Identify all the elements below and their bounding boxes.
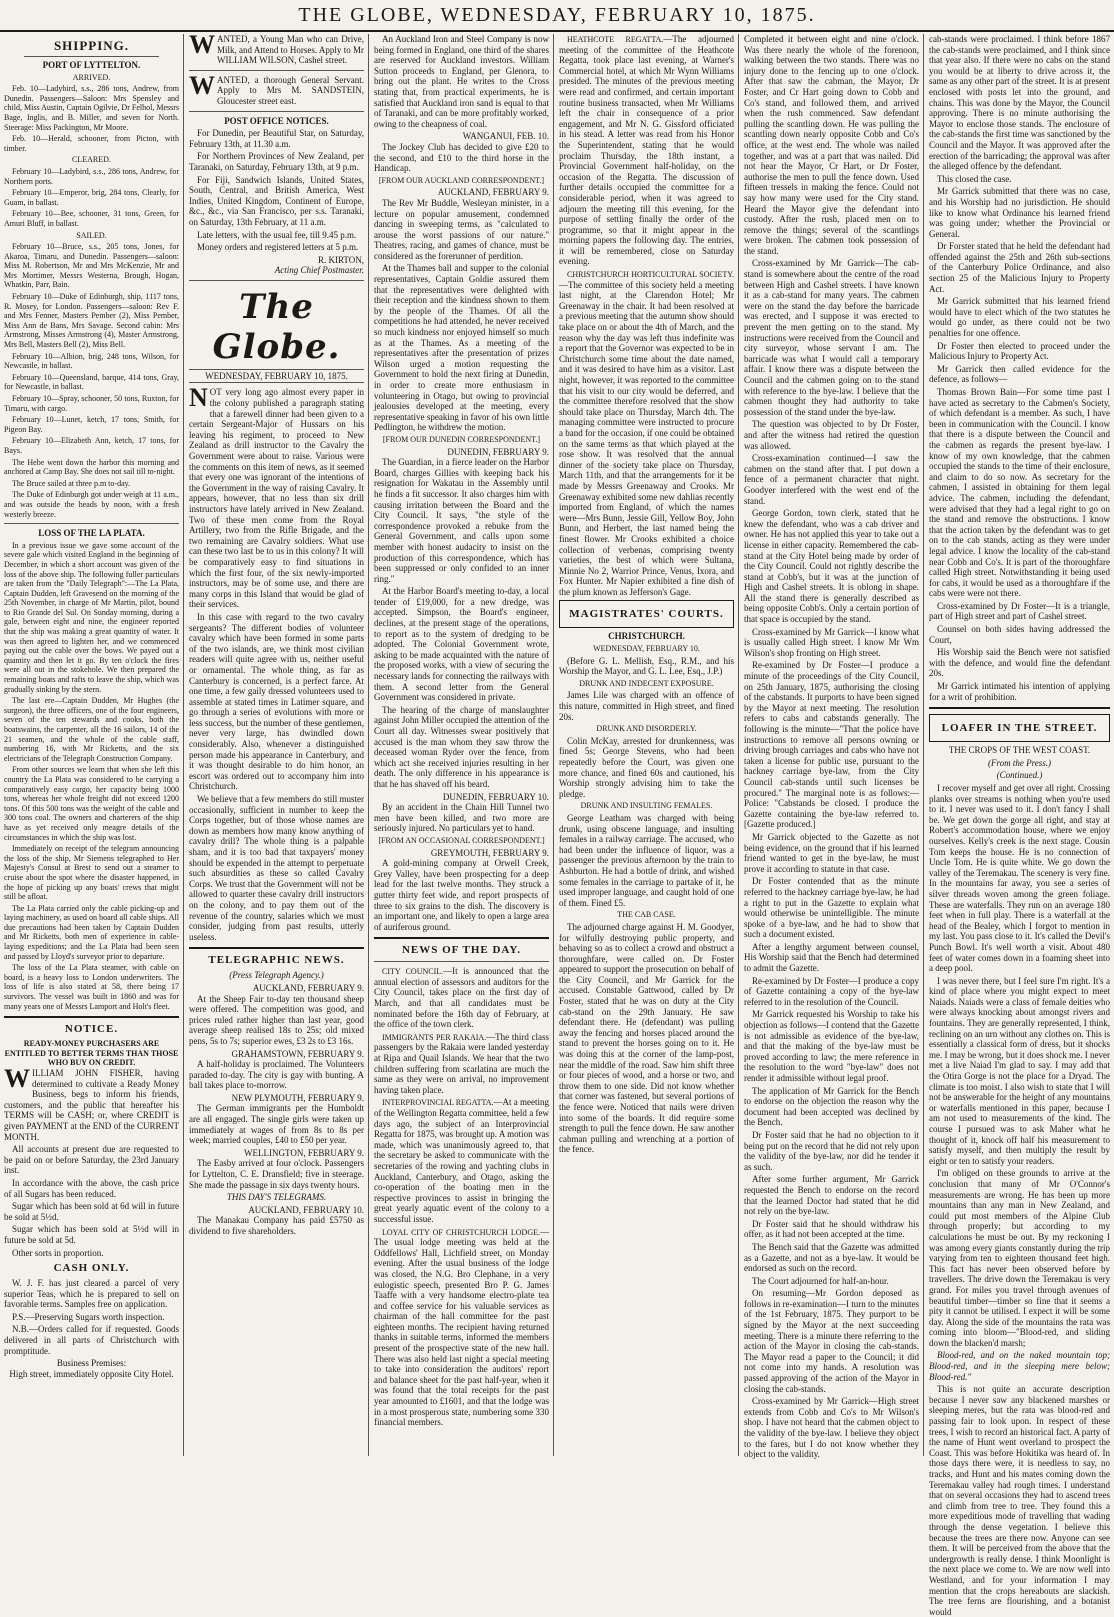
- court-paragraph: Dr Foster contended that as the minute referred to the hackney carriage bye-law, he had a right to put in the Gazette to explain what would otherwise be unintelligible. The minute spoke of a bye-law, and he had to show that such a document existed.: [744, 876, 919, 940]
- loafer-source: (From the Press.): [987, 757, 1052, 768]
- post-paragraph: For Northern Provinces of New Zealand, per Taranaki, on Saturday, February 13th, at 9 p.m.: [189, 151, 364, 172]
- dateline-place: DUNEDIN, FEBRUARY 9.: [447, 446, 549, 457]
- cleared-label: CLEARED.: [72, 155, 111, 165]
- dateline-place: NEW PLYMOUTH, FEBRUARY 9.: [231, 1092, 364, 1103]
- post-paragraph: For Dunedin, per Beautiful Star, on Saturday, February 13th, at 11.30 a.m.: [189, 128, 364, 149]
- column-1: [4, 34, 179, 1458]
- dateline-place: WELLINGTON, FEBRUARY 9.: [244, 1147, 364, 1158]
- case-paragraph: George Leatham was charged with being drunk, using obscene language, and insulting females in a railway carriage. The accused, who had been under the influence of liquor, was a passenger the previous afternoon by the train to Ashburton. He had a bottle of drink, and wished some females in the carriage to partake of it, he used improper language, and caught hold of one of them. Fined £5.: [559, 812, 734, 908]
- news-paragraph: The hearing of the charge of manslaughter against John Miller occupied the attention of the Court all day. Witnesses swear positively that accused is the man whom they saw throw the deceased woman Ryder over the fence, from which act she received injuries resulting in her death. The only difference in his appearance is that he has shaved off his beard.: [374, 704, 549, 789]
- telegram-paragraph: The German immigrants per the Humboldt are all engaged. The single girls were taken up immediately at wages of from 8s to 8s per week; married couples, £40 to £50 per year.: [189, 1103, 364, 1146]
- court-paragraph: The application of Mr Garrick for the Bench to endorse on the objection the reason why the document had been accepted was declined by the Bench.: [744, 1085, 919, 1128]
- column-3: [374, 34, 549, 1458]
- court-paragraph: Mr Garrick requested his Worship to take his objection as follows—I contend that the Gazette is not admissible as evidence of the bye-law, and that the making of the bye-law must be proved according to law; the mere reference in the resolution to the word "bye-law" does not render it admissible without legal proof.: [744, 1009, 919, 1083]
- globe-logo: The Globe.: [212, 286, 341, 367]
- column-2: [189, 30, 364, 1458]
- news-paragraph: At the Harbor Board's meeting to-day, a local tender of £19,000, for a new dredge, was accepted. Simpson, the Board's engineer, declines, at the present stage of the operations, to report as to the system of dredging to be adopted. The Colonial Government wrote, asking to be made acquainted with the nature of the proposed works, with a view of securing the necessary lands for connecting the railways with them. A second letter from the General Government was considered in private.: [374, 586, 549, 703]
- court-paragraph: On resuming—Mr Gordon deposed as follows in re-examination—I turn to the minutes of the 1st February, 1875. They purport to be signed by the Mayor at the next succeeding meeting. There is a minute there referring to the action of the Mayor in closing the cab-stands. The Mayor read a paper to the Council; it did not come into my hands. A resolution was passed approving of the action of the Mayor in closing the cab-stands.: [744, 1288, 919, 1394]
- cash-paragraph: W. J. F. has just cleared a parcel of very superior Teas, which he is prepared to sell on favorable terms. Samples free on application.: [4, 1278, 179, 1310]
- shipping-note: The Hebe went down the harbor this morning and anchored at Camp Bay. She does not sail till to-night.: [4, 457, 179, 477]
- news-lead: IMMIGRANTS PER RAKAIA.: [382, 1032, 487, 1042]
- dateline: WEDNESDAY, FEBRUARY 10, 1875.: [189, 369, 364, 384]
- loss-paragraph: Immediately on receipt of the telegram announcing the loss of the ship, Mr Siemens telegraphed to Her Majesty's Consul at Brest to send out a steamer to cruise about the spot where the disaster happened, in the hope of picking up any boats' crews that might still be afloat.: [4, 844, 179, 902]
- editorial-paragraph: In this case with regard to the two cavalry sergeants? The different bodies of volunteer cavalry which have been formed in some parts of the two islands, are, we think most civilian readers will quite agree with us, neither useful or ornamental. The whole thing, as far as Canterbury is concerned, is a perfect farce. At one time, a few gaily dressed volunteers used to assemble at stated times in Latimer square, and go through a series of evolutions with more or less success, but the number of these gentlemen, never very large, has dwindled down considerably. Also, whenever a distinguished person made his appearance in Canterbury, and it was thought desirable to do him honor, an escort was ordered out to accompany him into Christchurch.: [189, 611, 364, 792]
- todays-telegrams-heading: THIS DAY'S TELEGRAMS.: [226, 1192, 327, 1203]
- notice-paragraph: Sugar which has been sold at 5½d will in future be sold at 5d.: [4, 1224, 179, 1245]
- port-heading: PORT OF LYTTELTON.: [42, 60, 141, 70]
- arrival-entry: Feb. 10—Herald, schooner, from Picton, with timber.: [4, 134, 179, 153]
- post-paragraph: Late letters, with the usual fee, till 9.45 p.m.: [197, 229, 357, 240]
- court-paragraph: Cross-examined by Mr Garrick—I know what is usually called High street. I know Mr Wm Wilson's shop fronting on High street.: [744, 626, 919, 658]
- court-paragraph: Mr Garrick submitted that there was no case, and his Worship had no jurisdiction. He should like to know what Ordinance his learned friend was going under; whether the Provincial or General.: [929, 186, 1110, 239]
- loafer-paragraph: I'm obliged on these grounds to arrive at the conclusion that many of Mr O'Connor's measurements are wrong. He has been up more mountains than any man in New Zealand, and could put most members of the Alpine Club through properly; but according to my calculations he must be out. By my reckoning I was among every giants constantly during the trip varying from ten to eighteen thousand feet high. This fact has never been observed before by travellers. The drive down the Teremakau is very grand. For miles you travel through avenues of beautiful timber—timber so fine that it seems a pity it cannot be utilised. I expect it will be some day. Along the side of the mountains the rata was coming into bloom—"Blood-red, and sliding down the blacken'd marsh;: [929, 1168, 1110, 1348]
- court-city: CHRISTCHURCH.: [608, 631, 685, 642]
- court-paragraph: Mr Garrick then called evidence for the defence, as follows—: [929, 363, 1110, 385]
- news-lead: CHRISTCHURCH HORTICULTURAL SOCIETY.: [567, 270, 734, 280]
- court-paragraph: Dr Forster stated that he held the defendant had offended against the 25th and 26th sub-sections of the Canterbury Police Ordinance, and also section 25 of the Malicious Injury to Property Act.: [929, 241, 1110, 294]
- court-paragraph: Cross-examination continued—I saw the cabmen on the stand after that. I put down a fence of a permanent character that night. Goodyer interfered with the west end of the stand.: [744, 453, 919, 506]
- court-bench: (Before G. L. Mellish, Esq., R.M., and his Worship the Mayor, and G. L. Lee, Esq., J.P.): [559, 655, 734, 677]
- loafer-paragraph: I was never there, but I feel sure I'm right. It's a kind of place where you might expect to meet Naiads. Naiads were a class of female deities who were always knocking about amongst rivers and fountains. They are generally represented, I think, reclining on an urn without any clothes on. This is essentially a classical form of dress, but it shocks me. I may be wrong, but it does shock me. I never met a live Naiad I'm glad to say. I may add that the Otira Gorge is not the place for a Dryad. The climate is too moist. I also wish to state that I will not be answerable for the height of any mountains or waterfalls mentioned in this paper, because I am not used to measurements of the kind. The course I pursued was to ask Maher what he thought of it, knock off half his measurement to satisfy myself, and then multiply the result by eight or ten to satisfy your readers.: [929, 975, 1110, 1166]
- cash-paragraph: P.S.—Preserving Sugars worth inspection.: [12, 1311, 165, 1322]
- arrived-label: ARRIVED.: [72, 72, 111, 82]
- dropcap-w: W: [4, 1064, 30, 1093]
- notice-paragraph: All accounts at present due are requested to be paid on or before Saturday, the 23rd January inst.: [4, 1144, 179, 1176]
- court-paragraph: Counsel on both sides having addressed the Court,: [929, 624, 1110, 645]
- case-heading: DRUNK AND DISORDERLY.: [596, 724, 697, 734]
- court-paragraph: Mr Garrick submitted that his learned friend would have to elect which of the two statutes he would go under, as there could not be two penalties for one offence.: [929, 296, 1110, 339]
- sailed-entry: February 10—Albion, brig, 248 tons, Wilson, for Newcastle, in ballast.: [4, 351, 179, 371]
- cash-paragraph: N.B.—Orders called for if requested. Goods delivered in all parts of Christchurch with promptitude.: [4, 1324, 179, 1356]
- notice-paragraph: In accordance with the above, the cash price of all Sugars has been reduced.: [4, 1177, 179, 1199]
- loafer-paragraph: I recover myself and get over all right. Crossing planks over streams is nothing when you're used to it. I never was used to it. I don't fancy I shall be. We get down the gorge all right, and stay at Robert's accommodation house, where we enjoy ourselves. Kelly's creek is the next stage. Cousin Tom keeps the house. He is no connection of Uncle Tom. He is quite white. We go down the valley of the Teremakau. The scenery is very fine. In the mountains far away, you see a series of silver threads woven among the green foliage. These are waterfalls. They run on an average 180 feet when in full play. There is a waterfall at the head of the Bealey, which I forgot to mention in my last. You pass close to it. It's called the Devil's Punch Bowl. It's well worth a visit. About 480 feet of water comes down in a foaming sheet into a deep pool.: [929, 783, 1110, 974]
- news-text: —At a meeting of the Wellington Regatta committee, held a few days ago, the subject of an Interprovincial Regatta for 1875, was brought up. A motion was made, which was unanimously agreed to, that the secretary be asked to communicate with the secretaries of the rowing and yachting clubs in Auckland, Canterbury, and Otago, asking the co-operation of the boating men in the respective provinces to assist in bringing the great yearly aquatic event of the colony to a successful issue.: [374, 1097, 549, 1224]
- news-paragraph: The Jockey Club has decided to give £20 to the second, and £10 to the third horse in the Handicap.: [374, 141, 549, 174]
- sailed-entry: February 10—Elizabeth Ann, ketch, 17 tons, for Bays.: [4, 436, 179, 455]
- column-rule: [738, 34, 739, 1456]
- court-paragraph: After a lengthy argument between counsel, His Worship said that the Bench had determined to admit the Gazette.: [744, 941, 919, 974]
- cash-heading: CASH ONLY.: [53, 1262, 130, 1275]
- sailed-entry: February 10—Duke of Edinburgh, ship, 1117 tons, R. Mosey, for London. Passengers—saloon: Rev F. and Mrs Fenner, Masters Pember (2), Miss Pember, Miss Ann de Bans, Mrs Savage. Second cabin: Mrs Armstrong, Misses Armstrong (4), Master Armstrong, Mrs Bell, Masters Bell (2), Miss Bell.: [4, 292, 179, 350]
- case-paragraph: James Lile was charged with an offence of this nature, committed in High street, and fined 20s.: [559, 690, 734, 722]
- loss-paragraph: From other sources we learn that when she left this country the La Plata was considered to be carrying a comparatively easy cargo, her capacity being 1000 tons, whereas her whole freight did not exceed 1200 tons. Of this 500 tons was the weight of the cable and 300 tons coal. The owners and charterers of the ship have as yet received only meagre details of the circumstances in which the ship was lost.: [4, 765, 179, 842]
- case-paragraph: Colin McKay, arrested for drunkenness, was fined 5s; George Stevens, who had been repeatedly before the Court, was given one more chance, and fined 60s and cautioned, his Worship strongly advising him to take the pledge.: [559, 735, 734, 799]
- arrival-entry: Feb. 10—Ladybird, s.s., 286 tons, Andrew, from Dunedin. Passengers—Saloon: Mrs Spensley and child, Miss Austin, Captain Ogilvie, Dr Felhol, Messrs Bage, Inglis, and B. Miller, and seven for North. Steerage: Miss Packington, Mr Moore.: [4, 84, 179, 132]
- court-paragraph: This closed the case.: [937, 173, 1012, 184]
- cleared-entry: February 10—Ladybird, s.s., 286 tons, Andrew, for Northern ports.: [4, 166, 179, 186]
- sailed-entry: February 10—Lunet, ketch, 17 tons, Smith, for Pigeon Bay.: [4, 415, 179, 434]
- news-text: —It is announced that the annual election of assessors and auditors for the City Council, takes place on the first day of March, and that all candidates must be nominated before the 16th day of February, at the office of the town clerk.: [374, 966, 549, 1030]
- post-paragraph: Money orders and registered letters at 5 p.m.: [197, 242, 359, 253]
- loss-paragraph: In a previous issue we gave some account of the severe gale which visited England in the beginning of December, in which a short account was given of the loss of the above ship. The following fuller particulars are taken from the "Daily Telegraph":—The La Plata, Captain Dudden, left Gravesend on the morning of the 25th November, in charge of Mr Martin, pilot, bound to Rio Grande del Sul. On Sunday morning, during a gale, between eight and nine, the engineer reported that the ship was making a great quantity of water. It was then agreed to lighten her, and we commenced paying out the cable over the bows. We payed out a quantity and then let it go. By ten o'clock the fires were all out in the stokehole. We then prepared the remaining boats and rafts to leave the ship, which was gradually sinking by the stern.: [4, 540, 179, 694]
- court-paragraph: Cross-examined by Mr Garrick—The cab-stand is somewhere about the centre of the road between High and Cashel streets. I have known it as a cab-stand for many years. The cabmen were on the stand the day before the barricade was erected, and I suppose it was erected to prevent the men getting on to the stand. My instructions were received from the Council and city surveyor, whose servant I am. The barricade was what I would call a temporary affair. I know there was a dispute between the Council and the cabmen going on to the stand with reference to the bye-law. I believe that the cabmen thought they had authority to take possession of the stand under the bye-law.: [744, 258, 919, 417]
- post-office-heading: POST OFFICE NOTICES.: [224, 115, 329, 126]
- court-paragraph: After some further argument, Mr Garrick requested the Bench to endorse on the record that the learned Doctor had stated that he did not rely on the bye-law.: [744, 1174, 919, 1217]
- dropcap-n: N: [189, 383, 208, 413]
- post-paragraph: For Fiji, Sandwich Islands, United States, South, Central, and British America, West Indies, United Kingdom, Continent of Europe, &c., &c., via San Francisco, per s.s. Taranaki, on Saturday, 13th February, at 11 a.m.: [189, 174, 364, 227]
- case-heading: DRUNK AND INDECENT EXPOSURE.: [579, 678, 714, 688]
- cleared-entry: February 10—Emperor, brig, 284 tons, Clearly, for Guam, in ballast.: [4, 188, 179, 207]
- loss-paragraph: The La Plata carried only the cable picking-up and laying machinery, as used on board all cable ships. All due precautions had been taken by Captain Dudden and Mr Ricketts, both men of experience in cable-laying expeditions; and the La Plata had been seen and passed by Lloyd's surveyor prior to departure.: [4, 903, 179, 961]
- news-paragraph: The Guardian, in a fierce leader on the Harbor Board, charges Gillies with keeping back his resignation for Wakatau in the Assembly until he finds a fit successor. It also charges him with causing irritation between the Board and the City Council. It says, "the style of the correspondence provoked a rebuke from the General Government, and calls upon some member with honest audacity to insist on the production of this correspondence, which has been suppressed or only confided to an inner ring.": [374, 457, 549, 584]
- loafer-heading: LOAFER IN THE STREET.: [941, 722, 1098, 735]
- case-heading: DRUNK AND INSULTING FEMALES.: [580, 801, 713, 811]
- premises-address: High street, immediately opposite City Hotel.: [9, 1368, 174, 1379]
- court-paragraph: George Gordon, town clerk, stated that he knew the defendant, who was a cab driver and owner. He has not applied this year to take out a license in either capacity. Remembered the cab-stand at the City Hotel being made by order of the City Council. Could not rightly describe the stand at Cobb's, but it was at the junction of High and Cashel streets. It is oblong in shape. All the stand there is generally described as being opposite Cobb's. Only a certain portion of that space is occupied by the stand.: [744, 508, 919, 625]
- news-paragraph: An Auckland Iron and Steel Company is now being formed in England, one third of the shares are reserved for Auckland investors. William Sutton proceeds to England, per Glenora, to bring out the plant. He writes to the Cross stating that, from practical experiments, he is satisfied that Auckland iron sand is equal to that of Taranaki, and can be more profitably worked, owing to the cheapness of coal.: [374, 34, 549, 129]
- correspondent-label: [FROM AN OCCASIONAL CORRESPONDENT.]: [378, 835, 545, 845]
- loss-paragraph: The last ere—Captain Dudden, Mr Hughes (the surgeon), the three officers, one of the four engineers, seven of the ten stewards and cooks, both the boatswains, the carpenter, all the 16 sailors, 14 of the 21 seamen, and the whole of the cable staff, numbering 16, with Mr Ricketts, and the six electricians of the Telegraph Construction Company.: [4, 696, 179, 763]
- dateline-place: DUNEDIN, FEBRUARY 10.: [442, 791, 549, 802]
- column-rule: [553, 34, 554, 1456]
- news-lead: CITY COUNCIL.: [382, 967, 444, 977]
- loafer-paragraph: This is not quite an accurate description because I never saw any blackened marshes or sleeping meres, but the rata was blood-red and passing fair to look upon. In respect of these trees, I wish to record an historical fact. A party of the name of Hunt went overland to prospect the Coast. This was before Hokitika was heard of. In those days there were, it is needless to say, no tracks, and Hunt and his mates coming down the Teremakau valley had rough times. I understand that on several occasions they had to ascend trees and climb from tree to tree. They found this a more expeditious mode of travelling that wading through the dense vegetation. I believe this because the trees are there now. Anyone can see them. It will be perceived from the above that the undergrowth is really dense. I think Moonlight is the next place we come to. We are now well into Westland, and for your information I may mention that the crops hereabouts are slackish. The tree ferns are flourishing, and a botanist would: [929, 1384, 1110, 1617]
- sailed-label: SAILED.: [76, 230, 107, 240]
- telegram-paragraph: The Easby arrived at four o'clock. Passengers for Lyttelton, C. E. Dransfield; five in steerage. She made the passage in six days twenty hours.: [189, 1158, 364, 1190]
- sailed-entry: February 10—Spray, schooner, 50 tons, Ruxton, for Timaru, with cargo.: [4, 394, 179, 413]
- post-signature-title: Acting Chief Postmaster.: [274, 265, 364, 276]
- dropcap-w: W: [189, 30, 215, 59]
- loafer-continued: (Continued.): [996, 770, 1043, 781]
- news-text: —The adjourned meeting of the committee of the Heathcote Regatta, took place last evening, at Warner's Commercial hotel, at which Mr Wynn Williams presided. The minutes of the previous meeting were read and confirmed, and certain important routine business transacted, when Mr Williams left the chair in consequence of a prior engagement, and Mr N. G. Gissford officiated in his stead. A letter was read from his Honor the Superintendent, stating that he would proclaim Thursday, the 18th instant, a Provincial Government half-holiday, on the occasion of the Regatta. The discussion of further details occupied the committee for a considerable period, when it was agreed to adjourn the meeting till this evening, for the purpose of settling finally the order of the programme, so that it might appear in the morning papers the following day. The entries, it will be remembered, close on Saturday evening.: [559, 34, 735, 267]
- news-paragraph: At the Thames ball and supper to the colonial representatives, Captain Goldie assured them that the representatives were delighted with their reception and the kindness shown to them by the people of the Thames. Of all the competitions he had attended, he never received so much kindness nor enjoyed himself so much as at the Thames. As a meeting of the representatives after the presentation of prizes Wilson urged a motion requesting the Government to hold the next firing at Dunedin, in order to create more enthusiasm in volunteering in Otago, but owing to provincial jealousies developed at the meeting, every representative speaking in favor of his own little Pedlington, he withdrew the motion.: [374, 263, 549, 433]
- court-paragraph: Thomas Brown Bain—For some time past I have acted as secretary to the Cabmen's Society, of which defendant is a member. As such, I have been in communication with the Council. I know that there is a dispute between the Council and the cabmen as regards the present bye-law. I know of my own knowledge, that the cabmen occupied the stands to the time of their enclosure, and claim to do so now. As secretary for the cabmen, I assisted in obtaining for them legal advice. The cabmen, including the defendant, were advised that they had a legal right to go on the stand and remove the obstructions. I know that the action taken by the defendant was to get on to the cab stands, acting as they were under legal advice. I know the locality of the cab-stand near Cobb and Co's. It is part of the thoroughfare called High street. Notwithstanding it being used for cabs, it would be used as a thoroughfare if the cabs were were not there.: [929, 387, 1110, 599]
- shipping-note: The Bruce sailed at three p.m to-day.: [12, 478, 131, 488]
- news-lead: INTERPROVINCIAL REGATTA.: [382, 1098, 494, 1108]
- court-paragraph: Dr Foster then elected to proceed under the Malicious Injury to Property Act.: [929, 340, 1110, 362]
- cleared-entry: February 10—Bee, schooner, 31 tons, Green, for Amuri Bluff, in ballast.: [4, 209, 179, 228]
- case-paragraph: The adjourned charge against H. M. Goodyer, for wilfully destroying public property, and behaving so as to collect a crowd and obstruct a thoroughfare, were called on. Dr Foster appeared to support the prosecution on behalf of the City Council, and Mr Garrick for the accused. Constable Gattwood, called by Dr Foster, stated that he was on duty at the City cab-stand on the 29th January. He saw defendant there. He (defendant) was pulling away the fencing and horses placed around the stand to prevent the horses going on to it. He was doing this at the corner of the lamp-post, near the middle of the road. Saw him shift three or four pieces of wood, and a horse or two, and throw them to one side. Did not know whether that corner was fastened, but several portions of the fence were. Noticed that nails were driven into some of the boards. It did require some strength to pull the fence down. He saw another cabman pulling and wrenching at a portion of the fence.: [559, 921, 734, 1155]
- court-paragraph: Cross-examined by Dr Foster—It is a triangle, part of High street and part of Cashel street.: [929, 600, 1110, 622]
- correspondent-label: [FROM OUR AUCKLAND CORRESPONDENT.]: [378, 175, 545, 185]
- dateline-place: AUCKLAND, FEBRUARY 10.: [248, 1204, 364, 1215]
- news-paragraph: By an accident in the Chain Hill Tunnel two men have been killed, and two more are seriously injured. No particulars yet to hand.: [374, 802, 549, 834]
- notice-title: READY-MONEY PURCHASERS ARE ENTITLED TO BETTER TERMS THAN THOSE WHO BUY ON CREDIT.: [4, 1039, 179, 1068]
- news-of-day-heading: NEWS OF THE DAY.: [401, 944, 522, 957]
- court-paragraph: Re-examined by Dr Foster—I produce a copy of Gazette containing a copy of the bye-law referred to in the resolution of the Council.: [744, 975, 919, 1007]
- premises-label: Business Premises:: [56, 1358, 127, 1369]
- court-paragraph: The Bench said that the Gazette was admitted as a Gazette, and not as a bye-law. It would be endorsed as such on the record.: [744, 1241, 919, 1274]
- wanted-ad: ANTED, a thorough General Servant. Apply to Mrs M. SANDSTEIN, Gloucester street east.: [217, 74, 364, 106]
- news-text: —The third class passengers by the Rakaia were landed yesterday at Ripa and Quail Islands. We hear that the two children suffering from scarlatina are much the same as they were on arrival, no improvement having taken place.: [374, 1031, 549, 1095]
- court-paragraph: His Worship said the Bench were not satisfied with the defence, and would fine the defendant 20s.: [929, 647, 1110, 679]
- masthead: THE GLOBE, WEDNESDAY, FEBRUARY 10, 1875.: [0, 0, 1114, 32]
- sailed-entry: February 10—Queensland, barque, 414 tons, Gray, for Newcastle, in ballast.: [4, 372, 179, 392]
- column-6: [929, 34, 1110, 1617]
- loafer-subheading: THE CROPS OF THE WEST COAST.: [948, 745, 1091, 756]
- wanted-ad: ANTED, a Young Man who can Drive, Milk, and Attend to Horses. Apply to Mr WILLIAM WILSON, Cashel street.: [217, 34, 364, 66]
- news-lead: HEATHCOTE REGATTA.: [567, 35, 664, 44]
- shipping-note: The Duke of Edinburgh got under weigh at 11 a.m., and was outside the heads by noon, with a fresh westerly breeze.: [4, 490, 179, 519]
- editorial-paragraph: We believe that a few members do still muster occasionally, sufficient in number to keep the Corps together, but of those whose names are down as members how many know anything of cavalry drill? The whole thing is a palpable sham, and it is too bad that taxpayers' money should be expended in the attempt to perpetuate such absurdities as these so called Cavalry Corps. We trust that the Government will not be allowed to quarter these cavalry drill instructors on the colony, and to pay them out of the revenue of the country, salaries which we must consider, judging from past results, utterly useless.: [189, 794, 364, 942]
- court-paragraph: cab-stands were proclaimed. I think before 1867 the cab-stands were proclaimed, and I think since that year also. If there were no cabs on the stand you would be at liberty to drive across it, the same as any other part of the street. It is at present enclosed with posts let into the ground, and chains. This was done by the Mayor, the Council approving. There is no minute authorising the Mayor to enclose those stands. The enclosure of the cab-stands the first time was sanctioned by the Council and the Mayor. It was approved after the erection of the barricading; the approval was after the alleged offence by the defendant.: [929, 34, 1110, 172]
- dateline-place: AUCKLAND, FEBRUARY 9.: [252, 982, 364, 993]
- court-paragraph: Re-examined by Dr Foster—I produce a minute of the proceedings of the City Council, on 25th January, 1875, authorising the closing of the cabstands. It purports to have been signed by the Mayor at next meeting. The resolution refers to cabs and cabstands generally. The following is the minute—"That the police have instructions to remove all persons owning or driving brough carriages and cabs who have not taken a license for public use, pursuant to the hackney carriage bye-law, from the City Council cab-stands until such licenses be procured." The marginal note is as follows:—Police: "Cabstands be closed. I produce the Gazette containing the bye-law referred to. [Gazette produced.]: [744, 660, 919, 830]
- post-signature: R. KIRTON,: [317, 254, 364, 265]
- court-date: WEDNESDAY, FEBRUARY 10.: [593, 644, 700, 654]
- notice-paragraph: ILLIAM JOHN FISHER, having determined to cultivate a Ready Money Business, begs to inform his friends, customers, and the public that hereafter his TERMS will be CASH; or, where CREDIT is given PAYMENT at the END of the CURRENT MONTH.: [4, 1068, 179, 1142]
- court-paragraph: Completed it between eight and nine o'clock. Was there nearly the whole of the forenoon, walking between the two stands. There was no injury done to the fencing up to one o'clock. After that saw the cabman, the Mayor, Dr Foster, and Cr Hart going down to Cobb and Co's stand, and followed them, and arrived when the rush commenced. Saw defendant pulling the scantling down. He was pulling the scantling down nearly opposite Cobb and Co's office, at the west end. The whole was nailed together, and was at a part that was nailed. Did not hear the Mayor, Cr Hart, or Dr Foster, authorise the men to pull the fence down. Used fifteen tressels in making the fence. Could not say how many were used for the City stand. Heard the Mayor give the defendant into custody. After the rush, placed men on to remove the things; several of the scantlings were broken. The cabmen took possession of the stand.: [744, 34, 919, 256]
- magistrates-heading: MAGISTRATES' COURTS.: [569, 608, 724, 621]
- column-4: [559, 34, 734, 1458]
- column-rule: [368, 34, 369, 1456]
- notice-paragraph: Other sorts in proportion.: [12, 1247, 104, 1258]
- court-paragraph: Dr Foster said that he should withdraw his offer, as it had not been accepted at the time.: [744, 1218, 919, 1240]
- telegram-paragraph: A half-holiday is proclaimed. The Volunteers paraded to-day. The city is gay with bunting. A ball takes place to-morrow.: [189, 1059, 364, 1091]
- column-5: [744, 34, 919, 1458]
- dateline-place: AUCKLAND, FEBRUARY 9.: [437, 187, 549, 198]
- case-heading: THE CAB CASE.: [617, 910, 676, 920]
- court-paragraph: Cross-examined by Mr Garrick—High street extends from Cobb and Co's to Mr Wilson's shop. I have not heard that the cabmen object to the validity of the bye-law. I believe they object to the fares, but I do not know whether they object to the validity.: [744, 1396, 919, 1460]
- telegraph-agency: (Press Telegraph Agency.): [229, 970, 324, 981]
- shipping-heading: SHIPPING.: [53, 38, 130, 53]
- court-paragraph: Dr Foster said that he had no objection to it being put on the record that he did not rely upon the validity of the bye-law, nor did he tender it as such.: [744, 1129, 919, 1172]
- news-lead: LOYAL CITY OF CHRISTCHURCH LODGE.: [382, 1227, 540, 1237]
- loss-paragraph: The loss of the La Plata steamer, with cable on board, is a heavy loss to London underwriters. The loss of life is also stated at 58, there being 17 survivors. The vessel was built in 1860 and was for many years one of Messrs Lamport and Holt's fleet.: [4, 963, 179, 1011]
- dateline-place: WANGANUI, FEB. 10.: [462, 131, 549, 142]
- notice-paragraph: Sugar which has been sold at 6d will in future be sold at 5½d.: [4, 1201, 179, 1222]
- dateline-place: GRAHAMSTOWN, FEBRUARY 9.: [231, 1048, 364, 1059]
- telegraphic-heading: TELEGRAPHIC NEWS.: [208, 954, 345, 967]
- sailed-entry: February 10—Bruce, s.s., 205 tons, Jones, for Akaroa, Timaru, and Dunedin. Passengers—saloon: Miss M. Robertson, Mr and Mrs McKenzie, Mr and Mrs Mortimer, Messrs Westerna, Brough, Hogan, Whatkin, Parr, Bain.: [4, 242, 179, 290]
- court-paragraph: The question was objected to by Dr Foster, and after the witness had retired the question was allowed.: [744, 419, 919, 451]
- column-rule: [923, 34, 924, 1456]
- notice-heading: NOTICE.: [64, 1023, 119, 1036]
- editorial-paragraph: OT very long ago almost every paper in the colony published a paragraph stating that a farewell dinner had been given to a certain Sergeant-Major of Hussars on his leaving his regiment, to proceed to New Zealand as drill instructor to the Cavalry the Government were about to raise. Various were the comments on this item of news, as it seemed that every one was ignorant of the intentions of the Government in the way of raising Cavalry. It appears, however, that no less than six drill instructors have lately arrived in New Zealand. Two of these men come from the Royal Artillery, two from the Rifle Brigade, and the two remaining are Cavalry soldiers. What use can these two last be to us in this colony? It will be comparatively easy to find situations in which the first four, of the six newly-imported instructors, may be of some use, and there are many corps in this Island that would be glad of their services.: [189, 387, 364, 610]
- telegram-paragraph: At the Sheep Fair to-day ten thousand sheep were offered. The competition was good, and prices ruled rather higher than last year, good average sheep realised 18s to 25s; old mixed pens, 5s to 7s; superior ewes, £3 2s to £3 16s.: [189, 993, 364, 1046]
- loafer-verse: Blood-red, and on the naked mountain top; Blood-red, and in the sleeping mere below; Blood-red.": [929, 1350, 1110, 1382]
- news-paragraph: A gold-mining company at Orwell Creek, Grey Valley, have been prospecting for a deep lead for the last twelve months. They struck a gutter thirty feet wide, and report prospects of three to six grains to the dish. The discovery is an important one, and likely to open a large area of auriferous ground.: [374, 858, 549, 932]
- court-paragraph: Mr Garrick objected to the Gazette as not being evidence, on the ground that if his learned friend wanted to get in the bye-law, he must prove it according to statute in that case.: [744, 831, 919, 874]
- column-rule: [183, 34, 184, 1456]
- loss-heading: LOSS OF THE LA PLATA.: [38, 528, 145, 539]
- news-text: —The committee of this society held a meeting last night, at the Clarendon Hotel; Mr Greenaway in the chair. It had been resolved at a previous meeting that the autumn show should take place on or about the 4th of March, and the reason why the day was left thus indefinite was a report that the Governor was expected to be in Christchurch some time about the date named, and it was desired to have him as a visitor. Last night, however, it was reported to the committee that his visit to our city would be deferred, and the committee therefore resolved that the show should take place on Thursday, March 4th. The managing committee were instructed to procure a band for the occasion, if one could be obtained on the same terms as that which played at the rose show. It was resolved that the annual dinner of the society take place on Thursday, March 11th, and that the arrangements for it be made by Messrs Greenaway and Crooks. Mr Greenaway exhibited some new dahlias recently imported from England, of which the names were—Mrs Bunn, Jessie Gill, Yellow Boy, John Bunn, and Herbert, the last named being the finest flower. Mr Crooks exhibited a choice collection of verbenas, comprising twenty varieties, the best of which were Sultana, Minnie No 2, Warrior Prince, Venus, Ixora, and Fox Hunter. Mr Napier exhibited a fine dish of the plum known as Jefferson's Gage.: [559, 279, 734, 597]
- court-paragraph: The Court adjourned for half-an-hour.: [752, 1275, 889, 1286]
- news-text: —The usual lodge meeting was held at the Oddfellows' Hall, Lichfield street, on Monday evening. After the usual business of the lodge was closed, the N.G. Bro Clephane, in a very eulogistic speech, presented Bro P. G. James Taaffe with a very handsome electro-plate tea and coffee service for his valuable services as chairman of the hall committee for the past eighteen months. The recipient having returned thanks in suitable terms, informed the members present of the prospective state of the new hall. There was also held last night a special meeting to take into consideration the auditors' report and balance sheet for the past half-year, when it was found that the total receipts for the past year amounted to £1601, and that the lodge was in a most prosperous state, numbering some 330 financial members.: [374, 1226, 549, 1428]
- dateline-place: GREYMOUTH, FEBRUARY 9.: [430, 847, 549, 858]
- dropcap-w: W: [189, 70, 215, 100]
- news-paragraph: The Rev Mr Buddle, Wesleyan minister, in a lecture on popular amusement, condemned dancing in sweeping terms, as "calculated to arouse the worst passions of our nature." Theatres, racing, and games of chance, must be considered as the forerunner of perdition.: [374, 197, 549, 261]
- correspondent-label: [FROM OUR DUNEDIN CORRESPONDENT.]: [382, 434, 541, 444]
- court-paragraph: Mr Garrick intimated his intention of applying for a writ of prohibition.: [929, 681, 1110, 702]
- telegram-paragraph: The Manakau Company has paid £5750 as dividend to five shareholders.: [189, 1215, 364, 1236]
